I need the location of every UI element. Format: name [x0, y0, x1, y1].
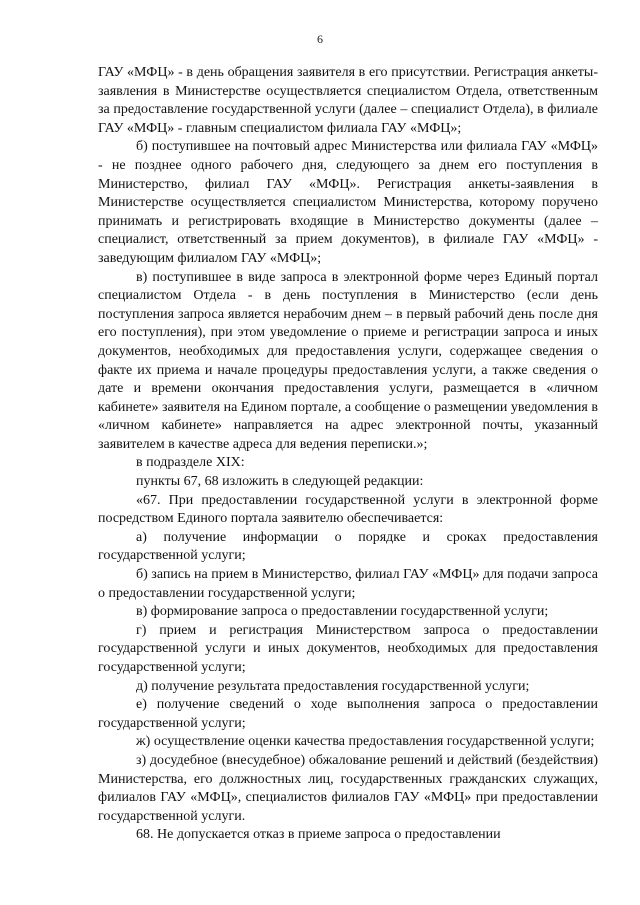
list-item-b: б) запись на прием в Министерство, филиал ГАУ «МФЦ» для подачи запроса о предоставлении государственной услуги;	[98, 567, 598, 601]
document-body	[98, 64, 598, 845]
paragraph-67: «67. При предоставлении государственной услуги в электронной форме посредством Единого портала заявителю обеспечивается:	[98, 492, 598, 527]
paragraph-points: пункты 67, 68 изложить в следующей редакции:	[136, 474, 424, 490]
page-number: 6	[317, 32, 323, 46]
list-item-d: д) получение результата предоставления государственной услуги;	[136, 678, 530, 694]
list-item-v: в) формирование запроса о предоставлении государственной услуги;	[136, 604, 549, 620]
list-item-a: а) получение информации о порядке и сроках предоставления государственной услуги;	[98, 529, 598, 564]
list-item-g: г) прием и регистрация Министерством запроса о предоставлении государственной услуги и иных документов, необходимых для предоставления государственной услуги;	[98, 622, 598, 675]
paragraph-68: 68. Не допускается отказ в приеме запроса о предоставлении	[136, 827, 501, 843]
list-item-z: з) досудебное (внесудебное) обжалование решений и действий (бездействия) Министерства, его должностных лиц, государственных гражданских служащих, филиалов ГАУ «МФЦ», специалистов филиалов ГАУ «МФЦ» при предоставлении государственной услуги.	[98, 752, 598, 824]
paragraph-subsection: в подразделе XIX:	[136, 455, 245, 471]
paragraph-continuation: ГАУ «МФЦ» - в день обращения заявителя в его присутствии. Регистрация анкеты-заявления в Министерстве осуществляется специалистом Отдела, ответственным за предоставление государственной услуги (далее – специалист Отдела), в филиале ГАУ «МФЦ» - главным специалистом филиала ГАУ «МФЦ»;	[98, 65, 598, 136]
paragraph-item-v: в) поступившее в виде запроса в электронной форме через Единый портал специалистом Отдела - в день поступления в Министерство (если день поступления запроса является нерабочим днем – в первый рабочий день после дня его поступления), при этом уведомление о приеме и регистрации запроса и иных документов, необходимых для предоставления услуги, содержащее сведения о факте их приема и начале процедуры предоставления услуги, а также сведения о дате и времени окончания предоставления услуги, размещается в «личном кабинете» заявителя на Едином портале, а сообщение о размещении уведомления в «личном кабинете» направляется на адрес электронной почты, указанный заявителем в качестве адреса для ведения переписки.»;	[98, 269, 598, 452]
paragraph-item-b: б) поступившее на почтовый адрес Министерства или филиала ГАУ «МФЦ» - не позднее одного рабочего дня, следующего за днем его поступления в Министерство, филиал ГАУ «МФЦ». Регистрация анкеты-заявления в Министерстве осуществляется специалистом Министерства, которому поручено принимать и регистрировать входящие в Министерство документы (далее – специалист, ответственный за прием документов), в филиале ГАУ «МФЦ» - заведующим филиалом ГАУ «МФЦ»;	[98, 139, 598, 266]
list-item-e: е) получение сведений о ходе выполнения запроса о предоставлении государственной услуги;	[98, 697, 598, 731]
list-item-zh: ж) осуществление оценки качества предоставления государственной услуги;	[136, 734, 595, 750]
